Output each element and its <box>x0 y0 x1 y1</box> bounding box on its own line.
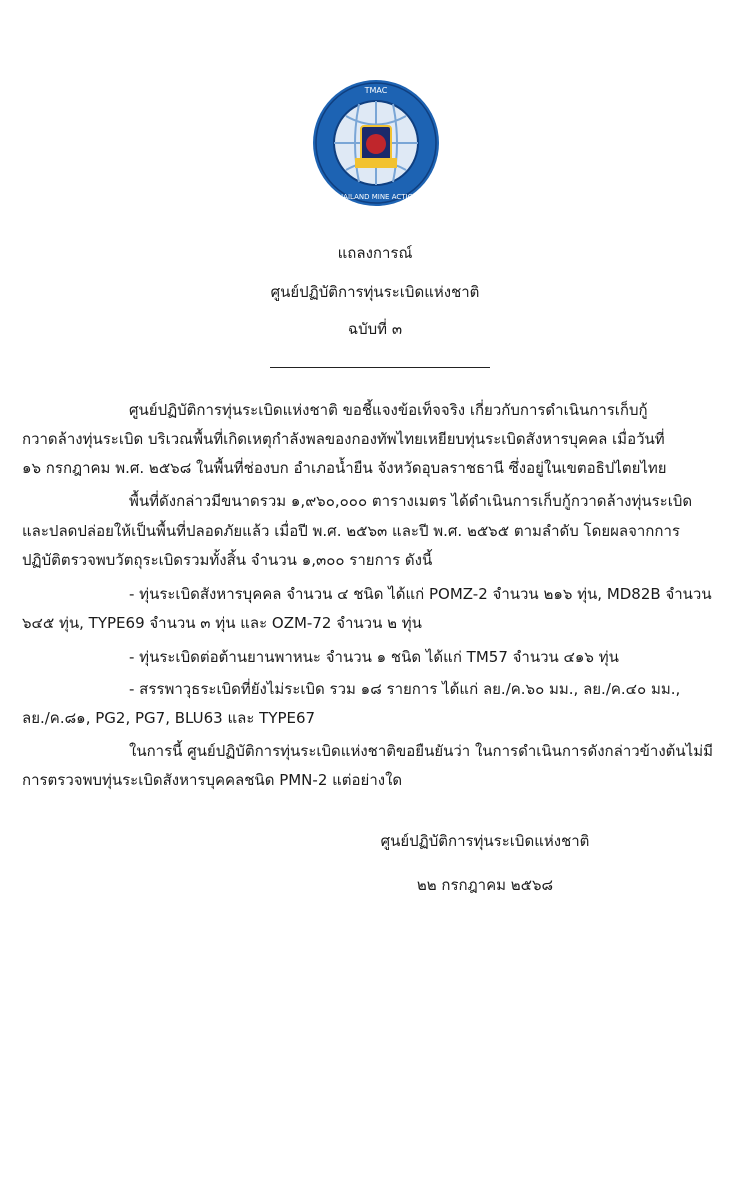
body-line: การตรวจพบทุ่นระเบิดสังหารบุคคลชนิด PMN-2 แต่อย่างใด <box>22 771 403 789</box>
body-line: กวาดล้างทุ่นระเบิด บริเวณพื้นที่เกิดเหตุกำลังพลของกองทัพไทยเหยียบทุ่นระเบิดสังหารบุคคล เมื่อวันที่ <box>22 430 665 448</box>
list-item: - ทุ่นระเบิดสังหารบุคคล จำนวน ๔ ชนิด ได้แก่ POMZ-2 จำนวน ๒๑๖ ทุ่น, MD82B จำนวน <box>129 585 712 603</box>
issue-number: ฉบับที่ ๓ <box>347 320 403 338</box>
body-line: ในการนี้ ศูนย์ปฏิบัติการทุ่นระเบิดแห่งชาติขอยืนยันว่า ในการดำเนินการดังกล่าวข้างต้นไม่มี <box>129 742 713 760</box>
list-item: ลย./ค.๘๑, PG2, PG7, BLU63 และ TYPE67 <box>22 709 316 727</box>
list-item: ๖๔๕ ทุ่น, TYPE69 จำนวน ๓ ทุ่น และ OZM-72 จำนวน ๒ ทุ่น <box>22 614 422 632</box>
divider-line <box>270 367 490 368</box>
body-line: ศูนย์ปฏิบัติการทุ่นระเบิดแห่งชาติ ขอชี้แจงข้อเท็จจริง เกี่ยวกับการดำเนินการเก็บกู้ <box>129 401 648 419</box>
body-line: ปฏิบัติตรวจพบวัตถุระเบิดรวมทั้งสิ้น จำนวน ๑,๓๐๐ รายการ ดังนี้ <box>22 551 433 569</box>
svg-text:THAILAND MINE ACTION: THAILAND MINE ACTION <box>333 193 419 201</box>
svg-text:TMAC: TMAC <box>364 86 388 95</box>
body-line: พื้นที่ดังกล่าวมีขนาดรวม ๑,๙๖๐,๐๐๐ ตารางเมตร ได้ดำเนินการเก็บกู้กวาดล้างทุ่นระเบิด <box>129 492 693 510</box>
list-item: - สรรพาวุธระเบิดที่ยังไม่ระเบิด รวม ๑๘ รายการ ได้แก่ ลย./ค.๖๐ มม., ลย./ค.๔๐ มม., <box>129 680 681 698</box>
signature-org: ศูนย์ปฏิบัติการทุ่นระเบิดแห่งชาติ <box>380 832 590 850</box>
list-item: - ทุ่นระเบิดต่อต้านยานพาหนะ จำนวน ๑ ชนิด ได้แก่ TM57 จำนวน ๔๑๖ ทุ่น <box>129 648 619 666</box>
document-title: แถลงการณ์ <box>337 244 413 262</box>
signature-date: ๒๒ กรกฎาคม ๒๕๖๘ <box>416 876 554 894</box>
organization-name: ศูนย์ปฏิบัติการทุ่นระเบิดแห่งชาติ <box>270 283 480 301</box>
body-line: และปลดปล่อยให้เป็นพื้นที่ปลอดภัยแล้ว เมื่อปี พ.ศ. ๒๕๖๓ และปี พ.ศ. ๒๕๖๕ ตามลำดับ โดยผลจากการ <box>22 522 680 540</box>
body-line: ๑๖ กรกฎาคม พ.ศ. ๒๕๖๘ ในพื้นที่ช่องบก อำเภอน้ำยืน จังหวัดอุบลราชธานี ซึ่งอยู่ในเขตอธิปไตยไทย <box>22 459 667 477</box>
tmac-logo <box>311 78 441 208</box>
